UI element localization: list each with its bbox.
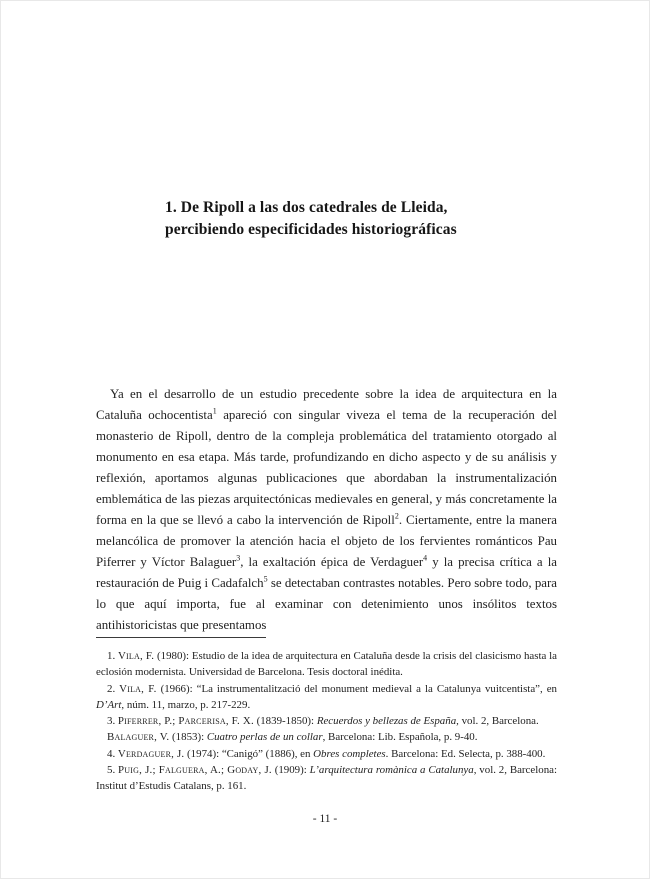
footnote-3a xyxy=(96,713,557,729)
footnote-number: 5. xyxy=(107,764,119,777)
footnote-ref-4: 4 xyxy=(423,553,428,563)
footnote-author: Piferrer, P.; Parcerisa, F. X. xyxy=(117,715,254,728)
footnote-text: (1839-1850): xyxy=(253,715,317,728)
footnote-text: , Barcelona: Lib. Española, p. 9-40. xyxy=(322,731,478,744)
footnote-3b xyxy=(96,729,557,745)
footnote-book-title: Recuerdos y bellezas de España, xyxy=(316,715,459,728)
footnote-2 xyxy=(96,681,557,714)
footnote-text: , núm. 11, marzo, p. 217-229. xyxy=(121,698,251,711)
footnote-text: (1966): “La instrumentalització del monument medieval a la Catalunya vuitcentista”, en xyxy=(156,682,557,695)
footnote-text: (1853): xyxy=(169,731,207,744)
footnote-book-title: Cuatro perlas de un collar xyxy=(206,731,323,744)
footnote-1 xyxy=(96,648,557,681)
footnote-number: 4. xyxy=(107,747,118,760)
footnote-text: (1980): Estudio de la idea de arquitectura en Cataluña desde la crisis del clasicismo hasta la eclosión modernista. Universidad de Barcelona. Tesis doctoral inédita. xyxy=(96,650,558,679)
footnote-author: Verdaguer, J. xyxy=(117,747,185,760)
footnote-4 xyxy=(96,746,557,762)
footnote-number: 2. xyxy=(107,682,120,695)
footnote-ref-1: 1 xyxy=(212,406,217,416)
footnote-text: (1909): xyxy=(271,764,310,777)
footnote-author: Balaguer, V. xyxy=(107,731,170,744)
footnote-number: 1. xyxy=(107,650,118,662)
body-segment: Ya en el desarrollo de un estudio precedente sobre la idea de arquitectura en la Cataluña ochocentista xyxy=(96,387,557,422)
footnote-book-title: L’arquitectura romànica a Catalunya xyxy=(309,764,474,777)
footnote-text: . Barcelona: Ed. Selecta, p. 388-400. xyxy=(385,747,546,760)
footnote-text: vol. 2, Barcelona. xyxy=(458,715,539,728)
footnotes-block xyxy=(96,648,557,795)
footnote-ref-3: 3 xyxy=(236,553,241,563)
footnote-text: (1974): “Canigó” (1886), en xyxy=(184,747,314,760)
body-paragraph xyxy=(96,384,557,636)
body-segment: . Ciertamente, entre la manera melancólica de promover la atención hacia el objeto de los fervientes románticos Pau Piferrer y Víctor Balaguer xyxy=(96,513,557,569)
footnote-separator xyxy=(96,637,266,638)
chapter-title xyxy=(165,197,457,240)
footnote-author: Vila, F. xyxy=(119,682,157,695)
footnote-author: Puig, J.; Falguera, A.; Goday, J. xyxy=(118,764,272,777)
footnote-ref-2: 2 xyxy=(394,511,399,521)
footnote-text: , vol. 2, Barcelona: Institut d’Estudis Catalans, p. 161. xyxy=(96,764,557,793)
chapter-title-line-1: 1. De Ripoll a las dos catedrales de Lleida, xyxy=(165,199,448,216)
chapter-title-line-2: percibiendo especificidades historiográficas xyxy=(165,220,457,238)
footnote-book-title: Obres completes xyxy=(313,747,386,760)
body-text-block xyxy=(96,384,557,636)
footnote-ref-5: 5 xyxy=(263,574,268,584)
body-segment: , la exaltación épica de Verdaguer xyxy=(240,555,424,569)
footnote-journal-title: D’Art xyxy=(96,698,122,711)
footnote-number: 3. xyxy=(107,715,118,728)
body-segment: y la precisa crítica a la restauración de Puig i Cadafalch xyxy=(96,555,557,590)
page-number: - 11 - xyxy=(312,813,338,825)
footnote-5 xyxy=(96,762,557,795)
body-segment: apareció con singular viveza el tema de la recuperación del monasterio de Ripoll, dentro de la compleja problemática del tratamiento otorgado al monumento en esa etapa. Más tarde, profundizando en dicho aspecto y de su análisis y reflexión, aportamos algunas publicaciones que abordaban la instrumentalización emblemática de las piezas arquitectónicas medievales en general, y más concretamente la forma en la que se llevó a cabo la intervención de Ripoll xyxy=(96,408,557,527)
footnote-author: Vila, F. xyxy=(117,650,155,662)
body-segment: se detectaban contrastes notables. Pero sobre todo, para lo que aquí importa, fue al examinar con detenimiento unos insólitos textos antihistoricistas que presentamos xyxy=(96,576,557,632)
